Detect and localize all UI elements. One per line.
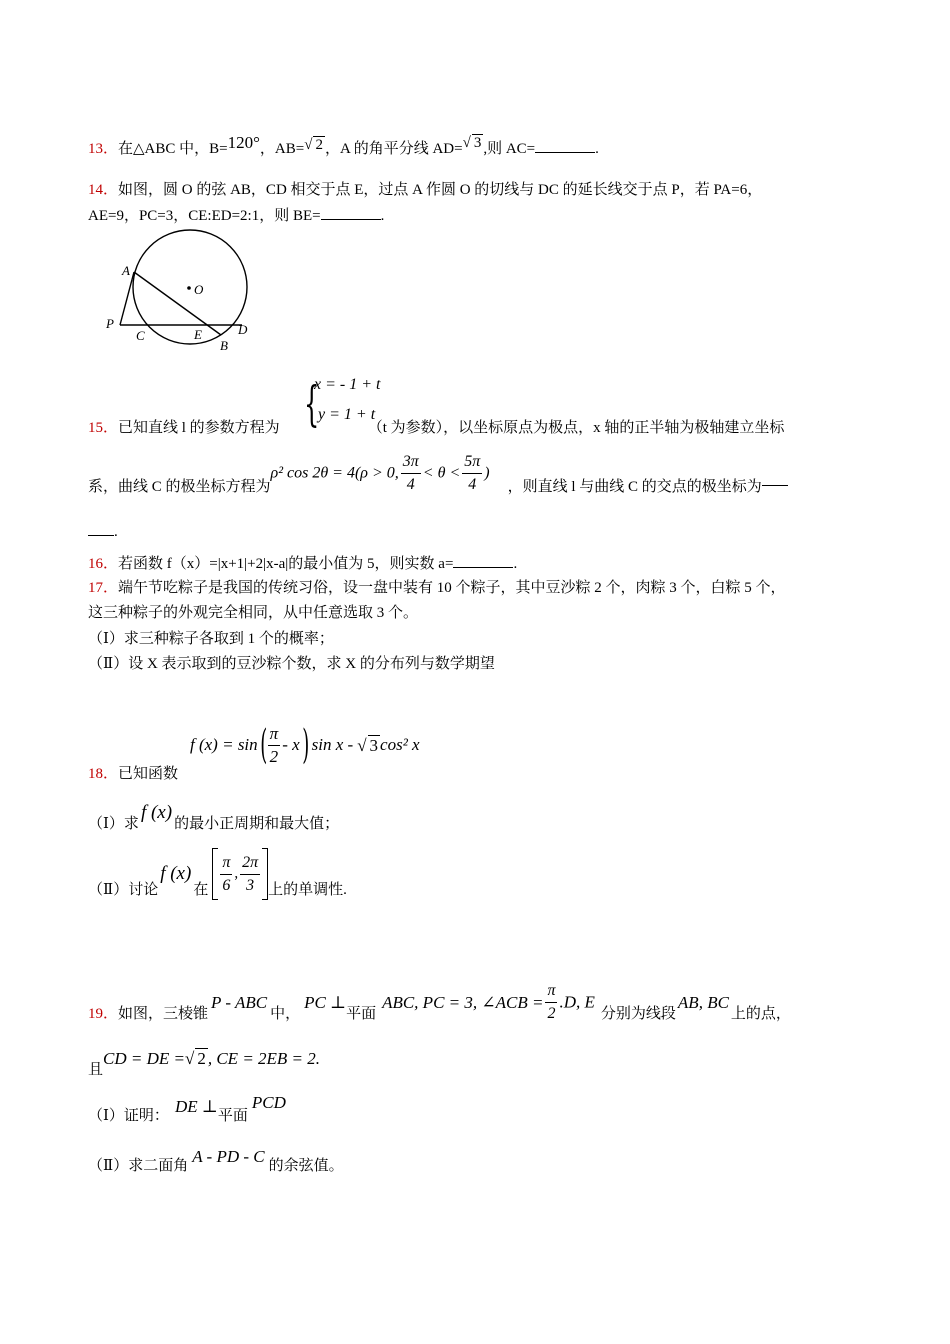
answer-blank-part1[interactable] (762, 485, 788, 486)
q13-text-1: 在△ABC 中，B= (118, 141, 228, 157)
question-number: 15． (88, 420, 119, 436)
q19-sqrt: 2 (197, 1049, 206, 1068)
label-b: B (220, 338, 228, 353)
q15-text-4: ，则直线 l 与曲线 C 的交点的极坐标为 (507, 479, 762, 495)
q13-end: . (595, 141, 599, 157)
q18-f-b: - x (282, 735, 300, 754)
question-19 (88, 980, 791, 1025)
q13-text-2: ，AB= (259, 141, 305, 157)
q13-sqrt3: 3 (473, 135, 482, 151)
label-e: E (194, 327, 202, 342)
q19-text-4: 分别为线段 (600, 1006, 676, 1022)
label-a: A (122, 263, 130, 278)
q19-pc: PC ⊥ (304, 992, 347, 1012)
q18-p1-f: f (x) (140, 802, 173, 823)
q19-p1-m: DE ⊥ (174, 1097, 218, 1116)
question-14 (88, 178, 762, 199)
q18-p2-f: f (x) (160, 863, 192, 884)
q18-iv2-num: 2π (240, 852, 260, 875)
q15-text-2: （t 为参数），以坐标原点为极点，x 轴的正半轴为极轴建立坐标 (367, 420, 785, 436)
q18-f-e: cos² x (380, 735, 420, 754)
q19-p2-m: A - PD - C (192, 1147, 265, 1166)
q14-circle-figure (100, 226, 260, 356)
question-15-line3 (88, 524, 118, 541)
q17-part-1: （Ⅰ）求三种粽子各取到 1 个的概率； (88, 631, 334, 647)
q18-p1-b: 的最小正周期和最大值； (174, 816, 340, 832)
q15-frac2-den: 4 (468, 476, 477, 493)
q18-p2-b: 上的单调性. (268, 881, 347, 898)
q15-frac1-num: 3π (401, 451, 421, 474)
q18-part-1 (88, 802, 340, 832)
q17-line-1: 端午节吃粽子是我国的传统习俗，设一盘中装有 10 个粽子，其中豆沙粽 2 个，肉粽 3 个，白粽 5 个， (118, 580, 786, 596)
question-number: 18． (88, 766, 119, 782)
question-number: 17． (88, 580, 119, 596)
answer-blank[interactable] (535, 152, 595, 153)
label-o: O (194, 282, 204, 297)
q18-sqrt: 3 (369, 735, 379, 755)
q16-end: . (513, 556, 518, 572)
q18-part-2: （Ⅱ）讨论f (x)在 $\frac{\pi}{6}$ , $\frac{2\pi}{3}$ 上的单调性. (88, 848, 347, 900)
q14-line-1: 如图，圆 O 的弦 AB，CD 相交于点 E，过点 A 作圆 O 的切线与 DC 的延长线交于点 P，若 PA=6， (118, 182, 763, 198)
q19-frac-num: π (545, 980, 557, 1003)
q18-p2-in: 在 (193, 881, 209, 898)
q19-part-2 (88, 1146, 344, 1174)
question-17 (88, 576, 786, 597)
q19-text-3: 平面 (346, 1006, 377, 1022)
q13-text-4: ,则 AC= (483, 141, 536, 157)
question-number: 14． (88, 182, 119, 198)
question-15-line2 (88, 451, 788, 496)
answer-blank[interactable] (321, 219, 381, 220)
q17-part-2: （Ⅱ）设 X 表示取到的豆沙粽个数，求 X 的分布列与数学期望 (88, 656, 495, 672)
q15-eq-1: x = - 1 + t (314, 376, 381, 393)
q18-frac-den: 2 (269, 746, 279, 766)
answer-blank-part2[interactable] (88, 535, 114, 536)
q15-eq-a: ρ² cos 2θ = 4(ρ > 0, (270, 464, 399, 482)
q15-frac2-num: 5π (462, 451, 482, 474)
q18-f-c: sin x - (311, 735, 354, 754)
q15-eq-2: y = 1 + t (318, 406, 376, 423)
q19-line2: 且CD = DE =√ 2 , CE = 2EB = 2. (88, 1049, 321, 1078)
q15-end: . (114, 524, 118, 540)
q19-text-5: 上的点， (730, 1006, 791, 1022)
q18-p1-a: （Ⅰ）求 (88, 816, 139, 832)
question-16 (88, 552, 517, 573)
q18-text-1: 已知函数 (118, 766, 179, 782)
answer-blank[interactable] (453, 567, 513, 568)
tangent-pa (120, 272, 134, 325)
q13-sqrt2: 2 (315, 137, 323, 153)
q19-ab: AB, BC (677, 992, 729, 1012)
q19-text-1: 如图，三棱锥 (118, 1006, 209, 1022)
question-number: 13． (88, 141, 119, 157)
q19-m3: CD = DE = (103, 1049, 185, 1068)
q14-end: . (380, 208, 385, 224)
q15-text-3: 系，曲线 C 的极坐标方程为 (88, 479, 271, 495)
q15-eq-c: ) (484, 464, 490, 482)
q14-line-2: AE=9，PC=3，CE:ED=2:1，则 BE= (88, 208, 321, 224)
q18-iv2-den: 3 (246, 876, 255, 894)
q18-f-a: f (x) = sin (190, 735, 258, 754)
label-d: D (238, 322, 248, 337)
center-o-dot (187, 286, 191, 290)
q16-text: 若函数 f（x）=|x+1|+2|x-a|的最小值为 5，则实数 a= (118, 556, 454, 572)
q13-text-3: ，A 的角平分线 AD= (324, 141, 463, 157)
q19-p2-a: （Ⅱ）求二面角 (88, 1158, 189, 1174)
q19-p2-b: 的余弦值。 (268, 1158, 344, 1174)
q19-pabc: P - ABC (211, 992, 268, 1012)
question-number: 16． (88, 556, 119, 572)
q19-p1-a: （Ⅰ）证明： (88, 1108, 169, 1124)
q13-angle: 120° (227, 133, 260, 152)
q17-line2: 这三种粽子的外观完全相同，从中任意选取 3 个。 (88, 605, 419, 621)
question-13: 13．在△ABC 中，B=120°，AB=√ 2 ，A 的角平分线 AD=√ 3 ,则 AC= . (88, 133, 599, 157)
q18-iv1-den: 6 (222, 876, 231, 894)
q19-p1-c: PCD (251, 1093, 286, 1112)
q18-iv1-num: π (220, 852, 232, 875)
q19-part-1 (88, 1093, 286, 1124)
q18-function: f (x) = sin( $\frac{\pi}{2}$ - x) sin x - √ 3 cos² x (190, 722, 420, 768)
q18-frac-num: π (268, 723, 281, 746)
question-15 (88, 416, 784, 437)
q15-frac1-den: 4 (406, 476, 415, 493)
q19-m1: ABC, PC = 3, ∠ACB = (382, 992, 544, 1012)
q15-text-1: 已知直线 l 的参数方程为 (118, 420, 280, 436)
q15-eq-b: < θ < (422, 464, 461, 482)
question-number: 19． (88, 1006, 119, 1022)
question-14-line2 (88, 204, 384, 225)
q19-text-6: 且 (88, 1062, 104, 1078)
q19-text-2: 中， (270, 1006, 301, 1022)
question-18 (88, 762, 178, 783)
label-c: C (136, 328, 145, 343)
q19-p1-b: 平面 (217, 1108, 248, 1124)
q19-frac-den: 2 (547, 1005, 556, 1022)
q19-m4: , CE = 2EB = 2. (207, 1049, 321, 1068)
q18-p2-a: （Ⅱ）讨论 (88, 881, 159, 898)
q19-m2: .D, E (559, 992, 595, 1012)
label-p: P (106, 316, 114, 331)
